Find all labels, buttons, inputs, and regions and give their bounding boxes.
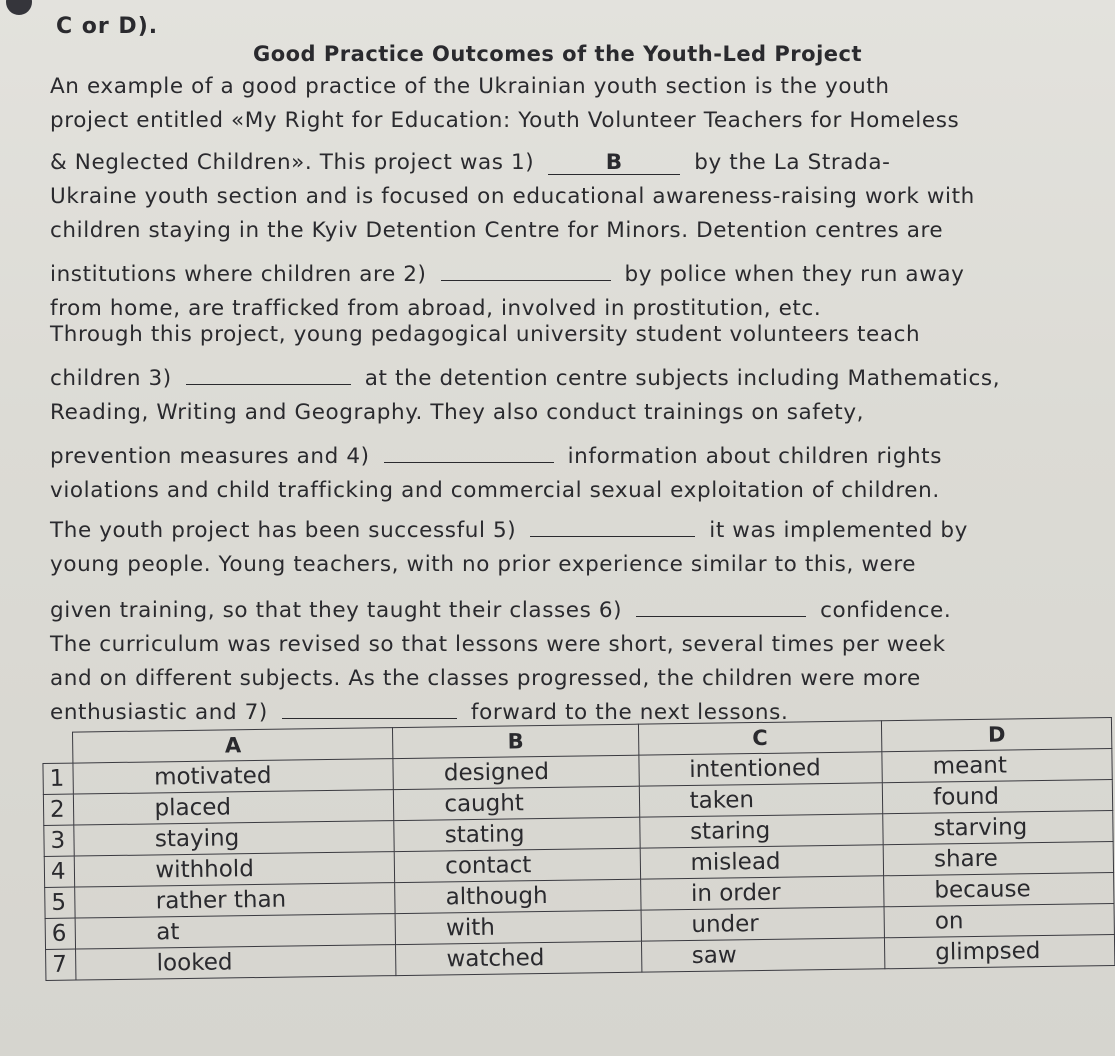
header-c: C (638, 721, 882, 755)
option-a[interactable]: rather than (75, 883, 395, 918)
answer-options-table (42, 717, 1115, 981)
text-fragment: The youth project has been successful 5) (50, 518, 517, 543)
text-line (50, 362, 1062, 396)
option-a[interactable]: staying (74, 821, 394, 856)
text-line (50, 146, 1062, 180)
text-line (50, 258, 1062, 292)
task-number-badge (6, 0, 32, 15)
option-b[interactable]: with (395, 910, 641, 944)
gap-3[interactable] (186, 362, 351, 385)
option-b[interactable]: although (395, 879, 641, 913)
option-a[interactable]: at (76, 914, 396, 949)
option-d[interactable]: share (883, 842, 1113, 876)
option-c[interactable]: mislead (640, 845, 884, 879)
header-a: A (73, 728, 393, 763)
cropped-header (0, 0, 1115, 8)
option-c[interactable]: under (641, 907, 885, 941)
option-d[interactable]: found (882, 780, 1112, 814)
text-line: Through this project, young pedagogical university student volunteers teach (50, 322, 921, 347)
text-line (50, 440, 1062, 474)
option-d[interactable]: because (884, 873, 1114, 907)
option-a[interactable]: looked (76, 945, 396, 980)
text-fragment: prevention measures and 4) (50, 444, 370, 469)
text-fragment: confidence. (820, 598, 952, 623)
text-line: Reading, Writing and Geography. They also conduct trainings on safety, (50, 400, 865, 425)
option-b[interactable]: designed (393, 755, 639, 789)
row-number: 4 (44, 856, 75, 887)
text-line: violations and child trafficking and commercial sexual exploitation of children. (50, 478, 940, 503)
text-line: Ukraine youth section and is focused on educational awareness-raising work with (50, 184, 975, 209)
text-fragment: institutions where children are 2) (50, 262, 427, 287)
row-number: 2 (43, 794, 74, 825)
option-b[interactable]: caught (394, 786, 640, 820)
gap-1-answer[interactable]: B (548, 152, 680, 175)
option-d[interactable]: glimpsed (885, 935, 1115, 969)
text-line: young people. Young teachers, with no prior experience similar to this, were (50, 552, 917, 577)
header-corner (43, 732, 74, 763)
header-d: D (882, 718, 1112, 752)
text-line: from home, are trafficked from abroad, involved in prostitution, etc. (50, 296, 822, 321)
option-d[interactable]: meant (882, 749, 1112, 783)
text-fragment: forward to the next lessons. (470, 700, 789, 725)
option-a[interactable]: withhold (75, 852, 395, 887)
row-number: 6 (45, 918, 76, 949)
text-fragment: it was implemented by (709, 518, 968, 543)
passage-title: Good Practice Outcomes of the Youth-Led Project (252, 42, 863, 66)
option-b[interactable]: contact (395, 848, 641, 882)
option-c[interactable]: taken (639, 783, 883, 817)
row-number: 3 (44, 825, 75, 856)
text-fragment: children 3) (50, 366, 172, 391)
text-line: project entitled «My Right for Education: Youth Volunteer Teachers for Homeless (50, 108, 960, 133)
instruction-tail: C or D). (56, 14, 159, 39)
gap-4[interactable] (384, 440, 554, 463)
paragraph-1 (50, 70, 1062, 326)
text-line: An example of a good practice of the Ukrainian youth section is the youth (50, 74, 890, 99)
option-a[interactable]: placed (74, 790, 394, 825)
text-line: children staying in the Kyiv Detention Centre for Minors. Detention centres are (50, 218, 944, 243)
gap-5[interactable] (530, 514, 695, 537)
option-c[interactable]: intentioned (639, 752, 883, 786)
text-fragment: given training, so that they taught their classes 6) (50, 598, 623, 623)
option-d[interactable]: on (884, 904, 1114, 938)
option-b[interactable]: watched (396, 941, 642, 975)
paragraph-2 (50, 318, 1062, 508)
text-fragment: by police when they run away (624, 262, 965, 287)
option-a[interactable]: motivated (73, 759, 393, 794)
gap-7[interactable] (282, 696, 457, 719)
option-b[interactable]: stating (394, 817, 640, 851)
text-line (50, 594, 1062, 628)
text-line: The curriculum was revised so that lessons were short, several times per week (50, 632, 946, 657)
row-number: 7 (46, 949, 77, 980)
text-fragment: & Neglected Children». This project was 1) (50, 150, 535, 175)
option-c[interactable]: saw (641, 938, 885, 972)
option-c[interactable]: staring (639, 814, 883, 848)
text-line (50, 514, 1062, 548)
text-line: and on different subjects. As the classes progressed, the children were more (50, 666, 921, 691)
option-c[interactable]: in order (640, 876, 884, 910)
paragraph-3 (50, 514, 1062, 730)
gap-6[interactable] (636, 594, 806, 617)
option-d[interactable]: starving (883, 811, 1113, 845)
text-fragment: by the La Strada- (694, 150, 891, 175)
text-fragment: information about children rights (567, 444, 942, 469)
row-number: 5 (45, 887, 76, 918)
row-number: 1 (43, 763, 74, 794)
gap-2[interactable] (441, 258, 611, 281)
text-fragment: enthusiastic and 7) (50, 700, 268, 725)
text-fragment: at the detention centre subjects including Mathematics, (364, 366, 1001, 391)
header-b: B (393, 724, 639, 758)
